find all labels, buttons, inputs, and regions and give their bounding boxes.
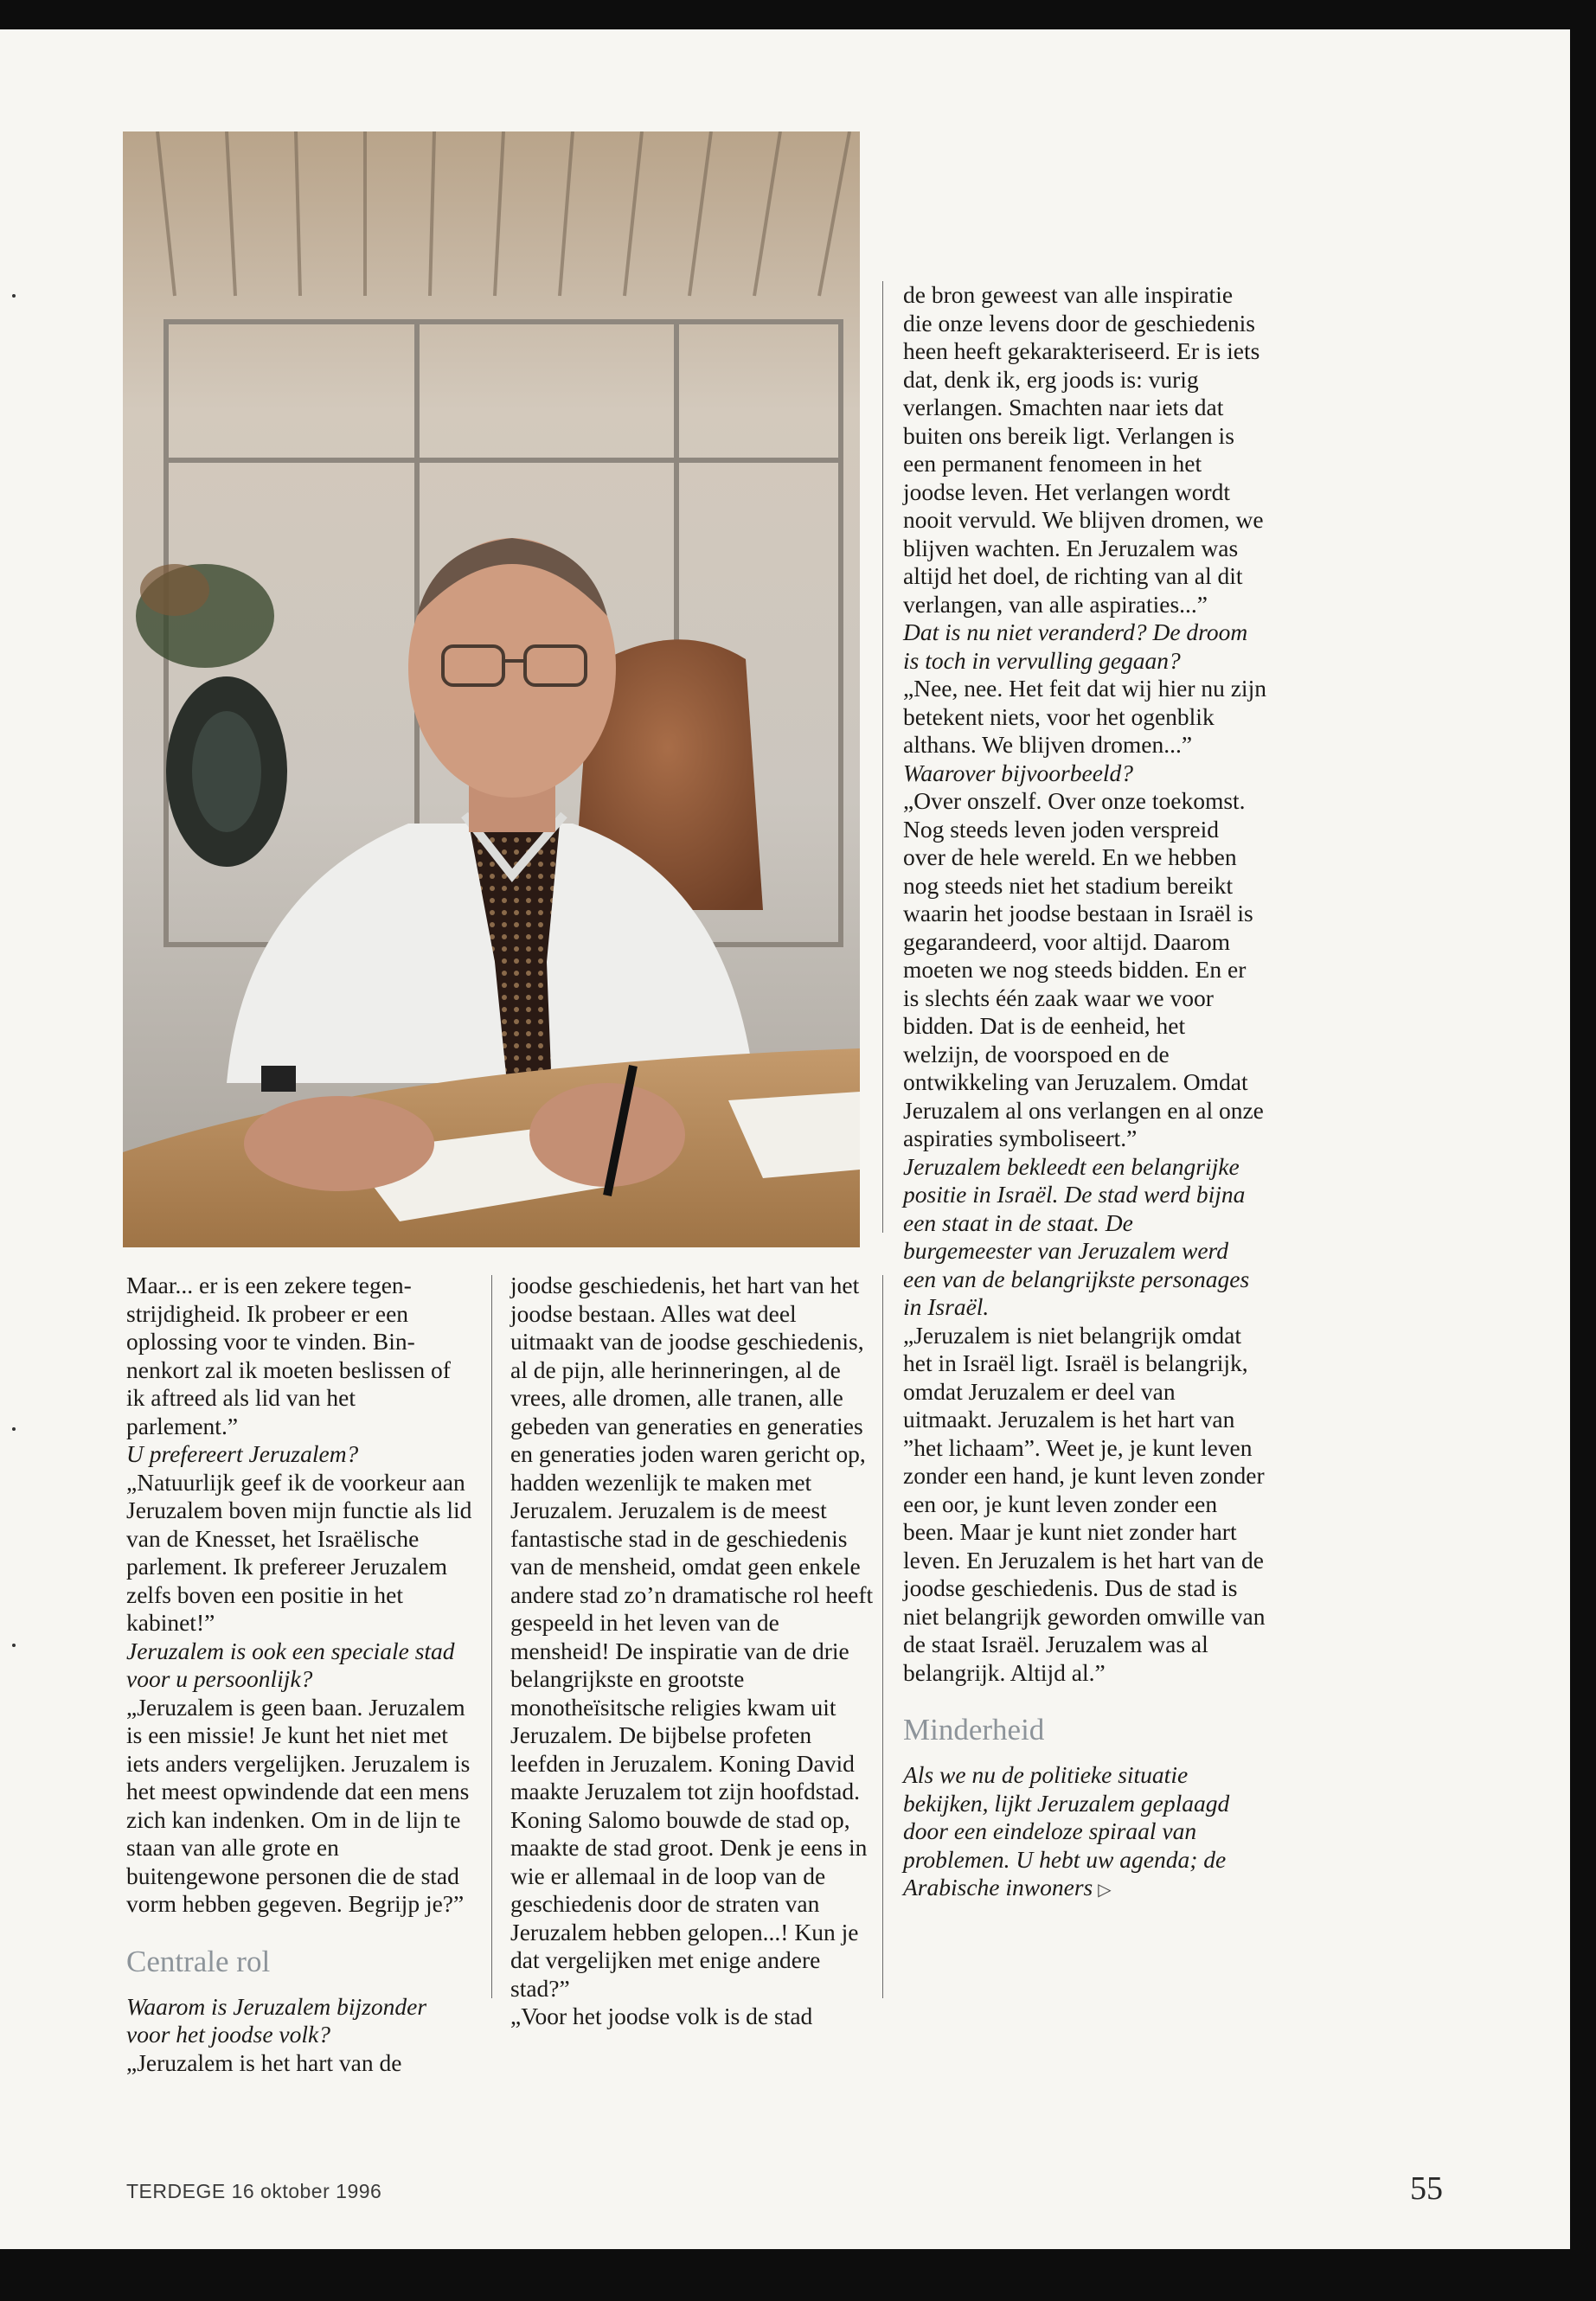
question-text-span: Als we nu de politieke situatie bekijken, lijkt Jeruzalem geplaagd door een eindeloze spiraal van problemen. U hebt uw agenda; de Arabische inwoners	[903, 1761, 1230, 1900]
scan-speck	[12, 1644, 16, 1647]
text-column-1	[126, 1272, 472, 2077]
top-edge-bar	[0, 0, 1596, 29]
continue-arrow-icon: ▷	[1098, 1881, 1112, 1900]
question-text: Jeruzalem is ook een speciale stad voor u persoonlijk?	[126, 1637, 455, 1692]
section-heading: Centrale rol	[126, 1944, 271, 1978]
text-column-3	[903, 281, 1266, 1905]
bottom-edge-bar	[0, 2249, 1596, 2301]
answer-text: „Jeruzalem is geen baan. Jeruzalem is een missie! Je kunt het niet met iets anders vergelijken. Jeruzalem is het meest opwindende dat een mens zich kan indenken. Om in de lijn te staan van alle grote en buitengewone personen die de stad vorm hebben gegeven. Begrijp je?”	[126, 1693, 471, 1917]
answer-text: „Over onszelf. Over onze toekomst. Nog steeds leven joden verspreid over de hele wereld. En we hebben nog steeds niet het stadium bereikt waarin het joodse bestaan in Israël is gegarandeerd, voor altijd. Daarom moeten we nog steeds bidden. En er is slechts één zaak waar we voor bidden. Dat is de eenheid, het welzijn, de voorspoed en de ontwikkeling van Jeruzalem. Omdat Jeruzalem al ons verlangen en al onze aspiraties symboliseert.”	[903, 787, 1264, 1151]
answer-text: „Jeruzalem is het hart van de	[126, 2048, 402, 2076]
question-text: Dat is nu niet veranderd? De droom is toch in vervulling gegaan?	[903, 619, 1248, 674]
text-column-2	[510, 1272, 874, 2031]
scan-speck	[12, 294, 16, 298]
section-heading: Minderheid	[903, 1713, 1045, 1747]
answer-text: joodse geschiedenis, het hart van het joodse bestaan. Alles wat deel uitmaakt van de joodse geschiedenis, al de pijn, alle herinneringen, al de vrees, alle dromen, alle tranen, alle gebeden van generaties en generaties en generaties joden waren gericht op, hadden wezenlijk te maken met Jeruzalem. Jeruzalem is de meest fantastische stad in de geschiedenis van de mensheid, omdat geen enkele andere stad zo’n dramatische rol heeft gespeeld in het leven van de mensheid! De inspiratie van de drie belangrijkste en grootste monotheïsitsche religies kwam uit Jeruzalem. De bijbelse profeten leefden in Jeruzalem. Koning David maakte Jeruzalem tot zijn hoofdstad. Koning Salomo bouwde de stad op, maakte de stad groot. Denk je eens in wie er allemaal in de loop van de geschiedenis door de straten van Jeruzalem hebben gelopen...! Kun je dat vergelijken met enige andere stad?”	[510, 1272, 874, 2002]
question-text	[903, 1761, 1266, 1905]
answer-text: Maar... er is een zekere tegenstrijdigheid. Ik probeer er een oplossing voor te vinden. Binnenkort zal ik moeten beslissen of ik aftreed als lid van het parlement.”	[126, 1272, 451, 1439]
right-edge-bar	[1570, 0, 1596, 2301]
question-text: U prefereert Jeruzalem?	[126, 1440, 359, 1467]
question-text: Waarover bijvoorbeeld?	[903, 759, 1134, 786]
scan-speck	[12, 1427, 16, 1431]
answer-text: „Jeruzalem is niet belangrijk omdat het in Israël ligt. Israël is belangrijk, omdat Jeruzalem er deel van uitmaakt. Jeruzalem is het hart van ”het lichaam”. Weet je, je kunt leven zonder een hand, je kunt leven zonder een oor, je kunt leven zonder een been. Maar je kunt niet zonder hart leven. En Jeruzalem is het hart van de joodse geschiedenis. Dus de stad is niet belangrijk geworden omwille van de staat Israël. Jeruzalem was al belangrijk. Altijd al.”	[903, 1321, 1266, 1686]
question-text: Jeruzalem bekleedt een belangrijke positie in Israël. De stad werd bijna een staat in de staat. De burgemeester van Jeruzalem werd een van de belangrijkste personages in Israël.	[903, 1152, 1250, 1320]
question-text: Waarom is Jeruzalem bijzonder voor het joodse volk?	[126, 1992, 427, 2048]
answer-text: de bron geweest van alle inspiratie die onze levens door de geschiedenis heen heeft gekarakteriseerd. Er is iets dat, denk ik, erg joods is: vurig verlangen. Smachten naar iets dat buiten ons bereik ligt. Verlangen is een permanent fenomeen in het joodse leven. Het verlangen wordt nooit vervuld. We blijven dromen, we blijven wachten. En Jeruzalem was altijd het doel, de richting van al dit verlangen, van alle aspiraties...”	[903, 281, 1264, 618]
column-rule	[882, 281, 883, 1233]
page-number: 55	[1410, 2170, 1443, 2207]
answer-text: „Voor het joodse volk is de stad	[510, 2003, 813, 2029]
answer-text: „Nee, nee. Het feit dat wij hier nu zijn betekent niets, voor het ogenblik althans. We blijven dromen...”	[903, 675, 1266, 758]
column-rule	[491, 1275, 492, 1998]
column-rule	[882, 1275, 883, 1998]
publication-footer: TERDEGE 16 oktober 1996	[126, 2180, 382, 2202]
portrait-photo	[123, 131, 860, 1247]
answer-text: „Natuurlijk geef ik de voorkeur aan Jeruzalem boven mijn functie als lid van de Knesset, het Israëlische parlement. Ik prefereer Jeruzalem zelfs boven een positie in het kabinet!”	[126, 1468, 472, 1636]
